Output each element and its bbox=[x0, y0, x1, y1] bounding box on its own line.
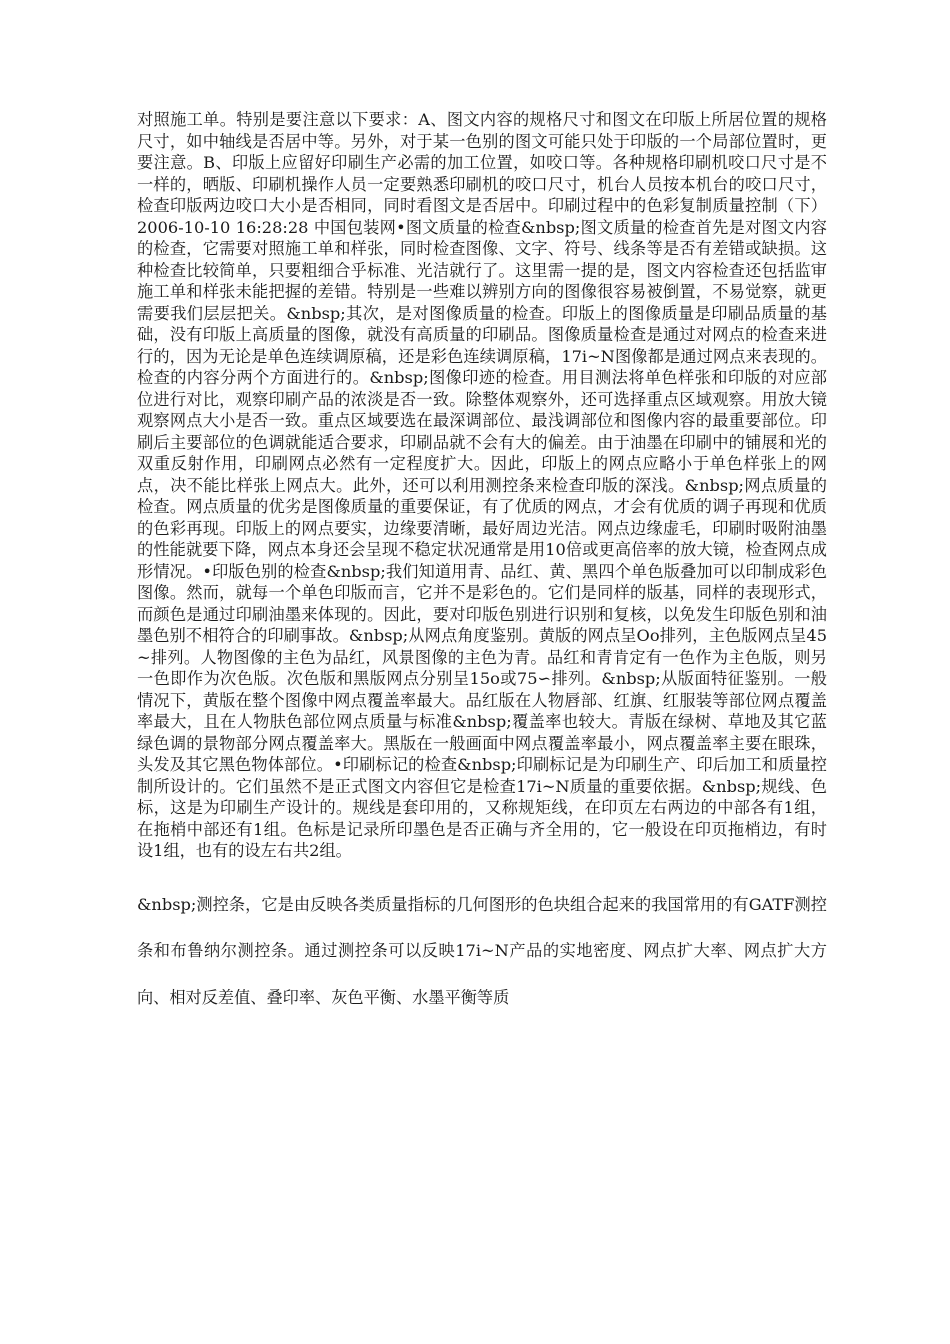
document-body bbox=[137, 109, 827, 1021]
body-paragraph-2: &nbsp;测控条，它是由反映各类质量指标的几何图形的色块组合起来的我国常用的有GATF测控条和布鲁纳尔测控条。通过测控条可以反映17i~N产品的实地密度、网点扩大率、网点扩大方向、相对反差值、叠印率、灰色平衡、水墨平衡等质 bbox=[137, 894, 827, 1007]
body-paragraph-1: 对照施工单。特别是要注意以下要求：A、图文内容的规格尺寸和图文在印版上所居位置的规格尺寸，如中轴线是否居中等。另外，对于某一色别的图文可能只处于印版的一个局部位置时，更要注意。B、印版上应留好印刷生产必需的加工位置，如咬口等。各种规格印刷机咬口尺寸是不一样的，晒版、印刷机操作人员一定要熟悉印刷机的咬口尺寸，机台人员按本机台的咬口尺寸，检查印版两边咬口大小是否相同，同时看图文是否居中。印刷过程中的色彩复制质量控制（下）2006-10-10 16:28:28 中国包装网•图文质量的检查&nbsp;图文质量的检查首先是对图文内容的检查，它需要对照施工单和样张，同时检查图像、文字、符号、线条等是否有差错或缺损。这种检查比较简单，只要粗细合乎标准、光洁就行了。这里需一提的是，图文内容检查还包括监审施工单和样张未能把握的差错。特别是一些难以辨别方向的图像很容易被倒置，不易觉察，就更需要我们层层把关。&nbsp;其次，是对图像质量的检查。印版上的图像质量是印刷品质量的基础，没有印版上高质量的图像，就没有高质量的印刷品。图像质量检查是通过对网点的检查来进行的，因为无论是单色连续调原稿，还是彩色连续调原稿，17i~N图像都是通过网点来表现的。检查的内容分两个方面进行的。&nbsp;图像印迹的检查。用目测法将单色样张和印版的对应部位进行对比，观察印刷产品的浓淡是否一致。除整体观察外，还可选择重点区域观察。用放大镜观察网点大小是否一致。重点区域要选在最深调部位、最浅调部位和图像内容的最重要部位。印刷后主要部位的色调就能适合要求，印刷品就不会有大的偏差。由于油墨在印刷中的铺展和光的双重反射作用，印刷网点必然有一定程度扩大。因此，印版上的网点应略小于单色样张上的网点，决不能比样张上网点大。此外，还可以利用测控条来检查印版的深浅。&nbsp;网点质量的检查。网点质量的优劣是图像质量的重要保证，有了优质的网点，才会有优质的调子再现和优质的色彩再现。印版上的网点要实，边缘要清晰，最好周边光洁。网点边缘虚毛，印刷时吸附油墨的性能就要下降，网点本身还会呈现不稳定状况通常是用10倍或更高倍率的放大镜，检查网点成形情况。•印版色别的检查&nbsp;我们知道用青、品红、黄、黑四个单色版叠加可以印制成彩色图像。然而，就每一个单色印版而言，它并不是彩色的。它们是同样的版基，同样的表现形式，而颜色是通过印刷油墨来体现的。因此，要对印版色别进行识别和复核，以免发生印版色别和油墨色别不相符合的印刷事故。&nbsp;从网点角度鉴别。黄版的网点呈Oo排列，主色版网点呈45~排列。人物图像的主色为品红，风景图像的主色为青。品红和青肯定有一色作为主色版，则另一色即作为次色版。次色版和黑版网点分别呈15o或75∽排列。&nbsp;从版面特征鉴别。一般情况下，黄版在整个图像中网点覆盖率最大。品红版在人物唇部、红旗、红服装等部位网点覆盖率最大，且在人物肤色部位网点质量与标准&nbsp;覆盖率也较大。青版在绿树、草地及其它蓝绿色调的景物部分网点覆盖率大。黑版在一般画面中网点覆盖率最小，网点覆盖率主要在眼珠，头发及其它黑色物体部位。•印刷标记的检查&nbsp;印刷标记是为印刷生产、印后加工和质量控制所设计的。它们虽然不是正式图文内容但它是检查17i~N质量的重要依据。&nbsp;规线、色标，这是为印刷生产设计的。规线是套印用的，又称规矩线，在印页左右两边的中部各有1组，在拖梢中部还有1组。色标是记录所印墨色是否正确与齐全用的，它一般设在印页拖梢边，有时设1组，也有的设左右共2组。 bbox=[137, 110, 827, 860]
